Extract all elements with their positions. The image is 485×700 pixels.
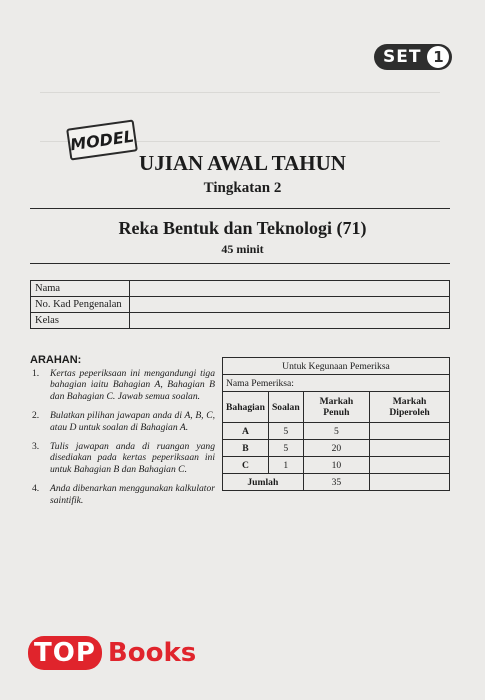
obtained-cell[interactable] (370, 457, 450, 474)
instructions-list (30, 368, 215, 514)
examiner-table-title: Untuk Kegunaan Pemeriksa (223, 358, 450, 375)
table-row (223, 423, 450, 440)
duration: 45 minit (221, 242, 264, 256)
id-field-class[interactable] (130, 313, 450, 329)
total-marks: 35 (303, 474, 369, 491)
table-row (223, 457, 450, 474)
section-cell: A (223, 423, 269, 440)
divider-bottom (30, 263, 450, 264)
set-badge (374, 44, 452, 70)
watermark-top: TOP (28, 636, 102, 670)
model-stamp: MODEL (66, 119, 138, 160)
set-badge-label: SET (383, 47, 422, 67)
section-cell: B (223, 440, 269, 457)
instructions-title: ARAHAN: (30, 354, 82, 366)
subject-title: Reka Bentuk dan Teknologi (71) (118, 218, 367, 238)
topbooks-watermark (28, 636, 196, 670)
obtained-cell[interactable] (370, 423, 450, 440)
examiner-table-header (223, 392, 450, 423)
total-label: Jumlah (223, 474, 304, 491)
id-row-ic (31, 297, 450, 313)
instruction-item: 1. Kertas peperiksaan ini mengandungi tiga bahagian iaitu Bahagian A, Bahagian B dan Bahagian C. Jawab semua soalan. (32, 368, 215, 402)
form-level: Tingkatan 2 (203, 180, 282, 196)
exam-title: UJIAN AWAL TAHUN (139, 151, 346, 175)
col-header: Soalan (268, 392, 303, 423)
id-label-class: Kelas (31, 313, 130, 329)
questions-cell: 5 (268, 423, 303, 440)
section-cell: C (223, 457, 269, 474)
full-marks-cell: 10 (303, 457, 369, 474)
full-marks-cell: 5 (303, 423, 369, 440)
instruction-item: 3. Tulis jawapan anda di ruangan yang disediakan pada kertas peperiksaan ini untuk Bahagian B dan Bahagian C. (32, 441, 215, 475)
examiner-table (222, 357, 450, 491)
obtained-cell[interactable] (370, 440, 450, 457)
questions-cell: 5 (268, 440, 303, 457)
id-label-name: Nama (31, 281, 130, 297)
instruction-item: 2. Bulatkan pilihan jawapan anda di A, B, C, atau D untuk soalan di Bahagian A. (32, 410, 215, 433)
divider-top (30, 208, 450, 209)
student-id-table (30, 280, 450, 329)
id-label-ic: No. Kad Pengenalan (31, 297, 130, 313)
examiner-name-label: Nama Pemeriksa: (223, 375, 450, 392)
col-header: Bahagian (223, 392, 269, 423)
col-header: Markah Diperoleh (370, 392, 450, 423)
table-row (223, 440, 450, 457)
questions-cell: 1 (268, 457, 303, 474)
id-field-name[interactable] (130, 281, 450, 297)
id-field-ic[interactable] (130, 297, 450, 313)
full-marks-cell: 20 (303, 440, 369, 457)
watermark-books: Books (107, 638, 197, 668)
total-row (223, 474, 450, 491)
col-header: Markah Penuh (303, 392, 369, 423)
total-obtained-cell[interactable] (370, 474, 450, 491)
id-row-name (31, 281, 450, 297)
instruction-item: 4. Anda dibenarkan menggunakan kalkulator saintifik. (32, 483, 215, 506)
set-badge-number: 1 (427, 46, 449, 68)
id-row-class (31, 313, 450, 329)
